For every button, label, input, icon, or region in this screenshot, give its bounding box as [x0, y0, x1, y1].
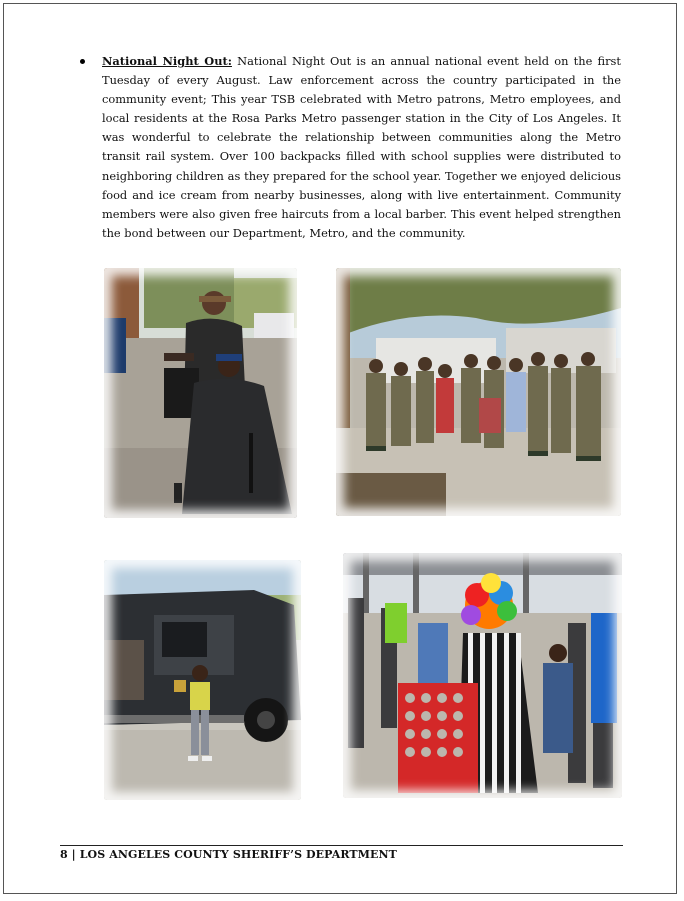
section-heading: National Night Out: [102, 54, 232, 68]
bullet-icon [80, 59, 85, 64]
photo-barber-haircut-image [104, 268, 297, 518]
footer-divider [60, 845, 623, 846]
photo-clown-connect-four [343, 553, 622, 798]
photo-armored-vehicle-image [104, 560, 301, 800]
bullet-item-national-night-out [80, 52, 621, 243]
paragraph [102, 52, 621, 243]
photo-group-image [336, 268, 621, 516]
page-footer: 8 | LOS ANGELES COUNTY SHERIFF’S DEPARTMENT [60, 848, 397, 861]
photo-armored-vehicle [104, 560, 301, 800]
photo-group [336, 268, 621, 516]
photo-clown-connect-four-image [343, 553, 622, 798]
section-body: National Night Out is an annual national event held on the first Tuesday of every August. Law enforcement across the country participated in the community event; This year TSB celebrated with Metro patrons, Metro employees, and local residents at the Rosa Parks Metro passenger station in the City of Los Angeles. It was wonderful to celebrate the relationship between communities along the Metro transit rail system. Over 100 backpacks filled with school supplies were distributed to neighboring children as they prepared for the school year. Together we enjoyed delicious food and ice cream from nearby businesses, along with live entertainment. Community members were also given free haircuts from a local barber. This event helped strengthen the bond between our Department, Metro, and the community. [102, 54, 621, 240]
photo-barber-haircut [104, 268, 297, 518]
